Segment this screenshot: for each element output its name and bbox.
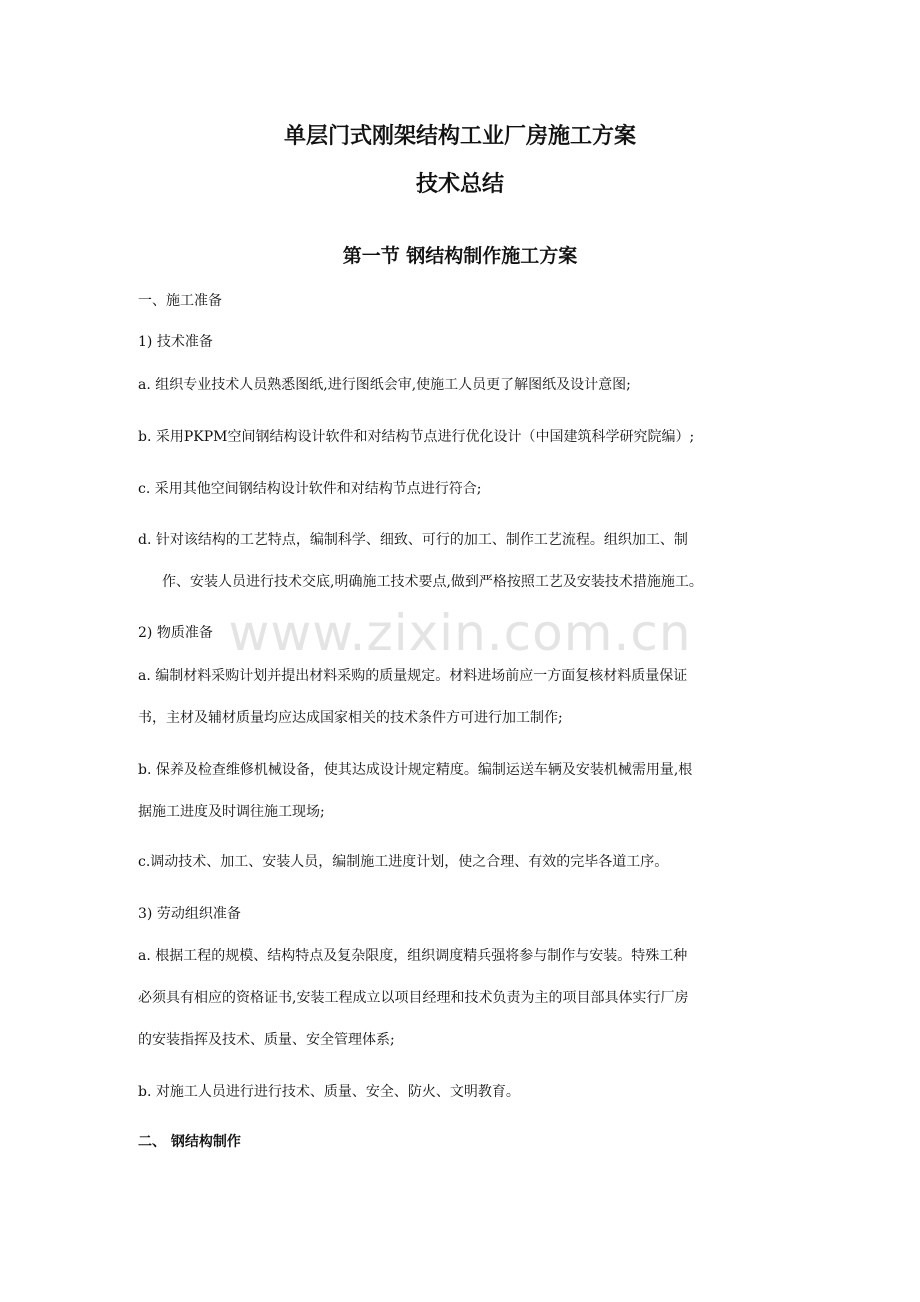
paragraph-line: 作、安装人员进行技术交底,明确施工技术要点,做到严格按照工艺及安装技术措施施工。 — [162, 574, 703, 590]
paragraph-line: b. 采用PKPM空间钢结构设计软件和对结构节点进行优化设计（中国建筑科学研究院编）; — [138, 429, 695, 445]
paragraph-line: a. 组织专业技术人员熟悉图纸,进行图纸会审,使施工人员更了解图纸及设计意图; — [138, 377, 631, 393]
paragraph-line: 的安装指挥及技术、质量、安全管理体系; — [138, 1032, 395, 1048]
paragraph-line: 书，主材及辅材质量均应达成国家相关的技术条件方可进行加工制作; — [138, 710, 563, 726]
subheading-technical-prep: 1) 技术准备 — [138, 334, 213, 350]
heading-construction-prep: 一、施工准备 — [138, 293, 222, 309]
document-title: 单层门式刚架结构工业厂房施工方案 — [283, 124, 636, 149]
document-subtitle: 技术总结 — [415, 172, 504, 197]
heading-steel-fabrication: 二、 钢结构制作 — [138, 1134, 241, 1150]
paragraph-line: c.调动技术、加工、安装人员，编制施工进度计划，使之合理、有效的完毕各道工序。 — [138, 854, 669, 870]
paragraph-line: 必须具有相应的资格证书,安装工程成立以项目经理和技术负责为主的项目部具体实行厂房 — [138, 990, 689, 1006]
subheading-material-prep: 2) 物质准备 — [138, 625, 213, 641]
watermark: www.zixin.com.cn — [228, 604, 692, 662]
section-title: 第一节 钢结构制作施工方案 — [342, 245, 578, 267]
paragraph-line: a. 编制材料采购计划并提出材料采购的质量规定。材料进场前应一方面复核材料质量保证 — [138, 668, 688, 684]
paragraph-line: 据施工进度及时调往施工现场; — [138, 804, 325, 820]
paragraph-line: d. 针对该结构的工艺特点，编制科学、细致、可行的加工、制作工艺流程。组织加工、制 — [138, 532, 688, 548]
paragraph-line: a. 根据工程的规模、结构特点及复杂限度，组织调度精兵强将参与制作与安装。特殊工种 — [138, 948, 688, 964]
paragraph-line: c. 采用其他空间钢结构设计软件和对结构节点进行符合; — [138, 481, 482, 497]
paragraph-line: b. 保养及检查维修机械设备，使其达成设计规定精度。编制运送车辆及安装机械需用量,根 — [138, 762, 693, 778]
subheading-labor-prep: 3) 劳动组织准备 — [138, 906, 241, 922]
paragraph-line: b. 对施工人员进行进行技术、质量、安全、防火、文明教育。 — [138, 1084, 520, 1100]
